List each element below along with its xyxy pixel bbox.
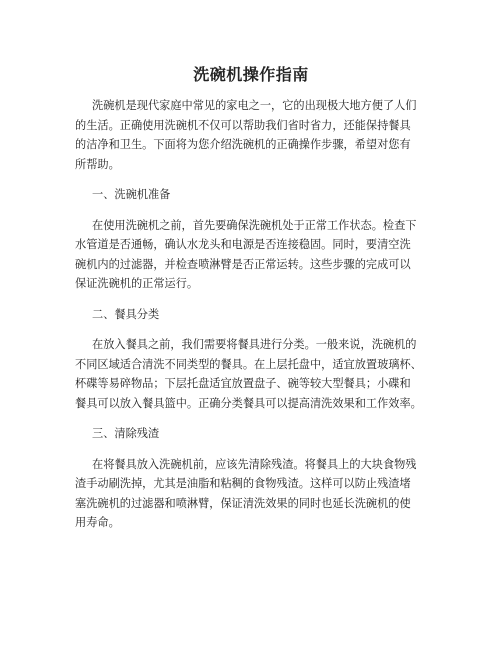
paragraph-line: 餐具可以放入餐具篮中。正确分类餐具可以提高清洗效果和工作效率。 bbox=[75, 396, 422, 410]
section-paragraph bbox=[75, 455, 445, 533]
section-heading-text: 二、餐具分类 bbox=[92, 307, 160, 321]
section-heading bbox=[75, 424, 445, 444]
section-heading bbox=[75, 185, 445, 205]
document-title: 洗碗机操作指南 bbox=[193, 65, 309, 84]
paragraph-line: 水管道是否通畅，确认水龙头和电源是否连接稳固。同时，要清空洗 bbox=[75, 238, 411, 251]
section-heading bbox=[75, 305, 445, 325]
section-heading-text: 一、洗碗机准备 bbox=[92, 188, 171, 201]
paragraph-line: 杯碟等易碎物品；下层托盘适宜放置盘子、碗等较大型餐具；小碟和 bbox=[75, 377, 411, 390]
paragraph-line: 在使用洗碗机之前，首先要确保洗碗机处于正常工作状态。检查下 bbox=[92, 218, 417, 232]
paragraph-line: 保证洗碗机的正常运行。 bbox=[75, 277, 199, 290]
section-paragraph bbox=[75, 216, 445, 294]
paragraph-line: 碗机内的过滤器，并检查喷淋臂是否正常运转。这些步骤的完成可以 bbox=[75, 257, 411, 271]
paragraph-line: 在将餐具放入洗碗机前，应该先清除残渣。将餐具上的大块食物残 bbox=[92, 457, 417, 471]
section-heading-text: 三、清除残渣 bbox=[92, 427, 160, 440]
paragraph-line: 在放入餐具之前，我们需要将餐具进行分类。一般来说，洗碗机的 bbox=[92, 338, 417, 351]
paragraph-line: 的生活。正确使用洗碗机不仅可以帮助我们省时省力，还能保持餐具 bbox=[75, 118, 411, 132]
paragraph-line: 塞洗碗机的过滤器和喷淋臂，保证清洗效果的同时也延长洗碗机的使 bbox=[75, 496, 411, 510]
section-paragraph bbox=[75, 335, 445, 413]
paragraph-line: 渣手动刷洗掉，尤其是油脂和粘稠的食物残渣。这样可以防止残渣堵 bbox=[75, 477, 411, 490]
document-body bbox=[75, 96, 445, 544]
paragraph-line: 所帮助。 bbox=[75, 157, 120, 171]
paragraph-line: 不同区域适合清洗不同类型的餐具。在上层托盘中，适宜放置玻璃杯、 bbox=[75, 357, 422, 371]
paragraph-line: 洗碗机是现代家庭中常见的家电之一，它的出现极大地方便了人们 bbox=[92, 99, 417, 112]
paragraph-line: 用寿命。 bbox=[75, 516, 120, 529]
paragraph-line: 的洁净和卫生。下面将为您介绍洗碗机的正确操作步骤，希望对您有 bbox=[75, 138, 411, 151]
intro-paragraph bbox=[75, 96, 445, 174]
